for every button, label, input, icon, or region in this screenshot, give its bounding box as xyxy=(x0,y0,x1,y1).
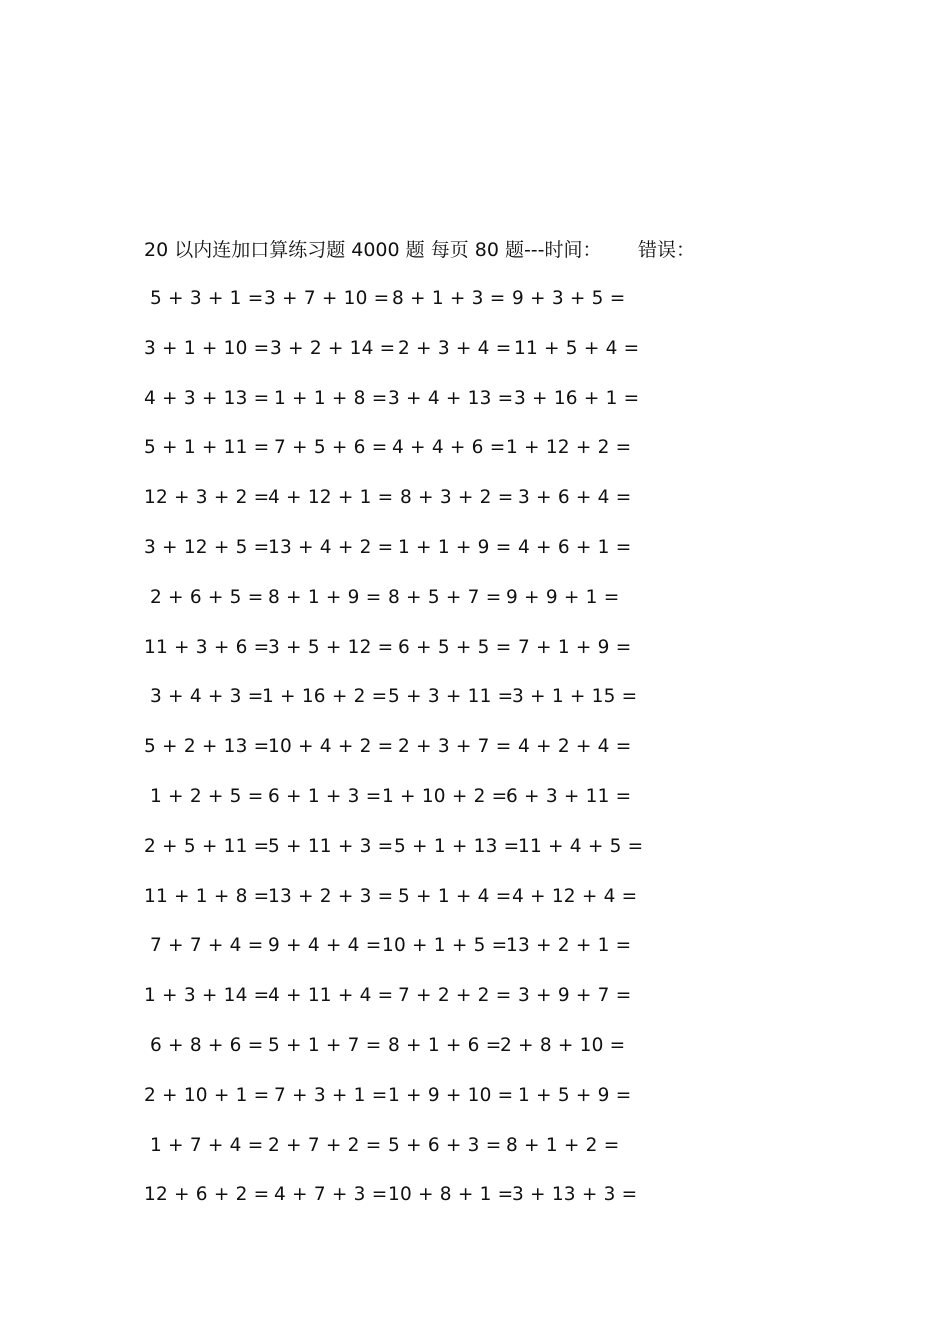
addition-problem: 1 + 1 + 8 = xyxy=(274,387,388,409)
addition-problem: 4 + 12 + 4 = xyxy=(512,885,638,907)
addition-problem: 3 + 1 + 10 = xyxy=(144,337,270,359)
problem-row xyxy=(144,1081,644,1131)
worksheet-header xyxy=(144,236,696,264)
addition-problem: 13 + 2 + 3 = xyxy=(268,885,394,907)
addition-problem: 2 + 3 + 4 = xyxy=(398,337,512,359)
addition-problem: 5 + 11 + 3 = xyxy=(268,835,394,857)
addition-problem: 8 + 3 + 2 = xyxy=(400,487,514,509)
addition-problem: 3 + 1 + 15 = xyxy=(512,686,638,708)
addition-problem: 3 + 4 + 3 = xyxy=(150,686,264,708)
addition-problem: 7 + 3 + 1 = xyxy=(274,1084,388,1106)
problem-row xyxy=(144,533,644,583)
addition-problem: 2 + 10 + 1 = xyxy=(144,1084,270,1106)
addition-problem: 3 + 2 + 14 = xyxy=(270,337,396,359)
problem-row xyxy=(144,832,644,882)
addition-problem: 6 + 3 + 11 = xyxy=(506,785,632,807)
addition-problem: 7 + 2 + 2 = xyxy=(398,985,512,1007)
addition-problem: 3 + 4 + 13 = xyxy=(388,387,514,409)
addition-problem: 5 + 2 + 13 = xyxy=(144,736,270,758)
addition-problem: 5 + 1 + 7 = xyxy=(268,1034,382,1056)
errors-label: 错误： xyxy=(638,239,696,261)
addition-problem: 12 + 6 + 2 = xyxy=(144,1184,270,1206)
problem-row xyxy=(144,633,644,683)
addition-problem: 6 + 5 + 5 = xyxy=(398,636,512,658)
addition-problem: 5 + 1 + 4 = xyxy=(398,885,512,907)
problem-row xyxy=(144,583,644,633)
addition-problem: 4 + 2 + 4 = xyxy=(518,736,632,758)
addition-problem: 3 + 9 + 7 = xyxy=(518,985,632,1007)
addition-problem: 11 + 4 + 5 = xyxy=(518,835,644,857)
addition-problem: 3 + 6 + 4 = xyxy=(518,487,632,509)
addition-problem: 1 + 16 + 2 = xyxy=(262,686,388,708)
problem-row xyxy=(144,384,644,434)
addition-problem: 2 + 7 + 2 = xyxy=(268,1134,382,1156)
addition-problem: 7 + 1 + 9 = xyxy=(518,636,632,658)
addition-problem: 9 + 4 + 4 = xyxy=(268,935,382,957)
addition-problem: 1 + 5 + 9 = xyxy=(518,1084,632,1106)
addition-problem: 2 + 3 + 7 = xyxy=(398,736,512,758)
worksheet-title: 20 以内连加口算练习题 4000 题 每页 80 题---时间： xyxy=(144,239,602,261)
addition-problem: 1 + 3 + 14 = xyxy=(144,985,270,1007)
addition-problem: 4 + 7 + 3 = xyxy=(274,1184,388,1206)
addition-problem: 1 + 7 + 4 = xyxy=(150,1134,264,1156)
addition-problem: 3 + 13 + 3 = xyxy=(512,1184,638,1206)
addition-problem: 8 + 5 + 7 = xyxy=(388,586,502,608)
problem-row xyxy=(144,334,644,384)
addition-problem: 10 + 1 + 5 = xyxy=(382,935,508,957)
addition-problem: 9 + 9 + 1 = xyxy=(506,586,620,608)
problem-row xyxy=(144,682,644,732)
addition-problem: 8 + 1 + 3 = xyxy=(392,288,506,309)
addition-problem: 11 + 5 + 4 = xyxy=(514,337,640,359)
addition-problem: 4 + 3 + 13 = xyxy=(144,387,270,409)
addition-problem: 3 + 7 + 10 = xyxy=(264,288,390,309)
problem-grid xyxy=(144,284,644,1230)
addition-problem: 4 + 12 + 1 = xyxy=(268,487,394,509)
addition-problem: 3 + 12 + 5 = xyxy=(144,536,270,558)
addition-problem: 5 + 6 + 3 = xyxy=(388,1134,502,1156)
problem-row xyxy=(144,483,644,533)
addition-problem: 2 + 6 + 5 = xyxy=(150,586,264,608)
addition-problem: 4 + 4 + 6 = xyxy=(392,437,506,459)
problem-row xyxy=(144,882,644,932)
addition-problem: 7 + 5 + 6 = xyxy=(274,437,388,459)
problem-row xyxy=(144,782,644,832)
addition-problem: 3 + 16 + 1 = xyxy=(514,387,640,409)
problem-row xyxy=(144,981,644,1031)
addition-problem: 7 + 7 + 4 = xyxy=(150,935,264,957)
addition-problem: 1 + 12 + 2 = xyxy=(506,437,632,459)
addition-problem: 9 + 3 + 5 = xyxy=(512,288,626,309)
problem-row xyxy=(144,1180,644,1230)
addition-problem: 2 + 5 + 11 = xyxy=(144,835,270,857)
addition-problem: 6 + 1 + 3 = xyxy=(268,785,382,807)
addition-problem: 8 + 1 + 9 = xyxy=(268,586,382,608)
addition-problem: 8 + 1 + 2 = xyxy=(506,1134,620,1156)
addition-problem: 1 + 9 + 10 = xyxy=(388,1084,514,1106)
addition-problem: 1 + 10 + 2 = xyxy=(382,785,508,807)
problem-row xyxy=(144,1031,644,1081)
addition-problem: 11 + 1 + 8 = xyxy=(144,885,270,907)
addition-problem: 1 + 2 + 5 = xyxy=(150,785,264,807)
addition-problem: 10 + 4 + 2 = xyxy=(268,736,394,758)
addition-problem: 13 + 2 + 1 = xyxy=(506,935,632,957)
addition-problem: 13 + 4 + 2 = xyxy=(268,536,394,558)
addition-problem: 2 + 8 + 10 = xyxy=(500,1034,626,1056)
addition-problem: 12 + 3 + 2 = xyxy=(144,487,270,509)
problem-row xyxy=(144,732,644,782)
addition-problem: 4 + 6 + 1 = xyxy=(518,536,632,558)
addition-problem: 8 + 1 + 6 = xyxy=(388,1034,502,1056)
addition-problem: 5 + 1 + 13 = xyxy=(394,835,520,857)
addition-problem: 10 + 8 + 1 = xyxy=(388,1184,514,1206)
addition-problem: 1 + 1 + 9 = xyxy=(398,536,512,558)
problem-row xyxy=(144,1131,644,1181)
addition-problem: 4 + 11 + 4 = xyxy=(268,985,394,1007)
addition-problem: 6 + 8 + 6 = xyxy=(150,1034,264,1056)
addition-problem: 3 + 5 + 12 = xyxy=(268,636,394,658)
addition-problem: 5 + 1 + 11 = xyxy=(144,437,270,459)
addition-problem: 5 + 3 + 1 = xyxy=(150,288,264,309)
addition-problem: 11 + 3 + 6 = xyxy=(144,636,270,658)
problem-row xyxy=(144,931,644,981)
problem-row xyxy=(144,433,644,483)
addition-problem: 5 + 3 + 11 = xyxy=(388,686,514,708)
problem-row xyxy=(144,284,644,334)
